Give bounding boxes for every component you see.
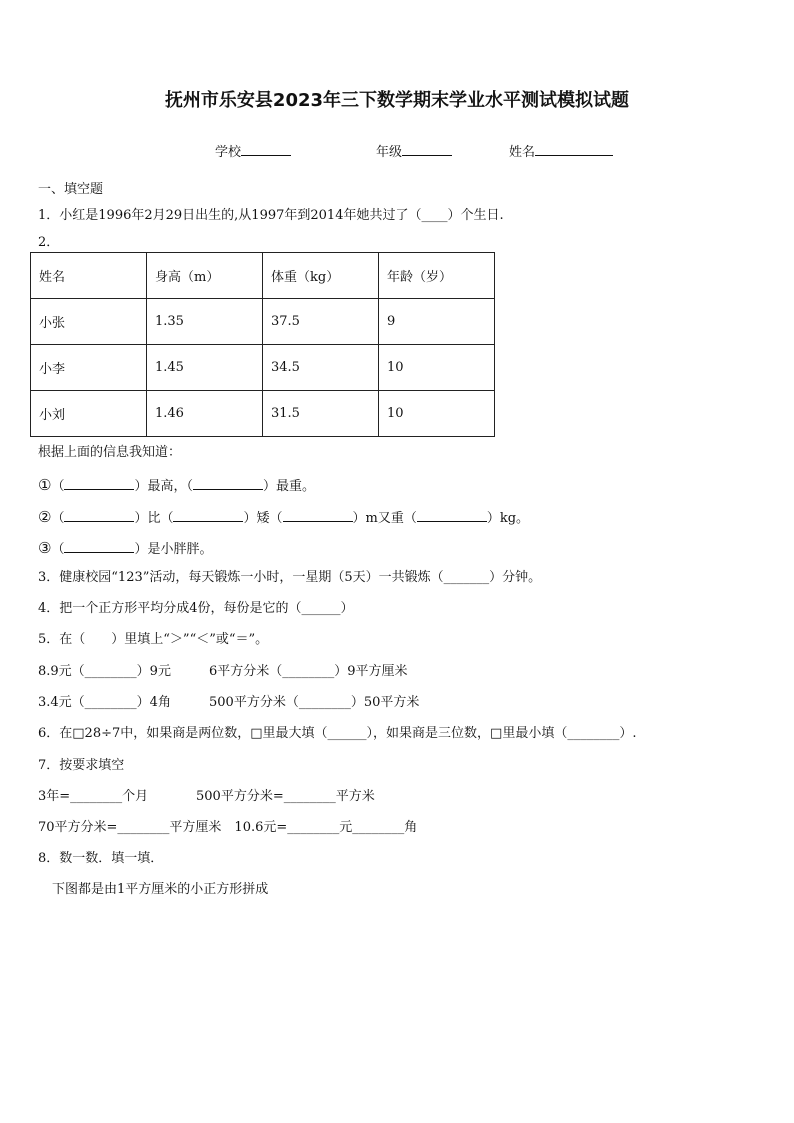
table-cell: 1.46: [147, 391, 263, 437]
question-8: 8．数一数．填一填．: [38, 851, 164, 866]
question-5-row-1b: 6平方分米（________）9平方厘米: [209, 664, 408, 679]
table-row: [31, 299, 495, 345]
table-cell: 小李: [31, 345, 147, 391]
question-2-label: 2．: [38, 235, 60, 250]
table-cell: 10: [379, 345, 495, 391]
grade-blank[interactable]: [402, 141, 452, 156]
table-header-cell: 身高（m）: [147, 253, 263, 299]
answer-blank[interactable]: [64, 538, 134, 553]
item-number: ②: [38, 508, 52, 526]
grade-field: [376, 141, 452, 160]
table-cell: 小张: [31, 299, 147, 345]
table-header-cell: 姓名: [31, 253, 147, 299]
question-2-item-1: ①（ ）最高，（ ）最重。: [38, 476, 315, 494]
grade-label: 年级: [376, 145, 403, 160]
question-5-row-2a: 3.4元（________）4角: [38, 695, 171, 710]
question-2-intro: 根据上面的信息我知道：: [38, 445, 182, 460]
question-7-row-1a: 3年=________个月: [38, 789, 149, 804]
table-row: [31, 345, 495, 391]
question-8-subtext: 下图都是由1平方厘米的小正方形拼成: [52, 882, 269, 897]
name-label: 姓名: [509, 145, 536, 160]
table-header-row: [31, 253, 495, 299]
answer-blank[interactable]: [173, 507, 243, 522]
question-2-item-2: ②（ ）比（ ）矮（ ）m又重（ ）kg。: [38, 508, 530, 526]
table-cell: 10: [379, 391, 495, 437]
question-5-row-1a: 8.9元（________）9元: [38, 664, 171, 679]
table-cell: 1.35: [147, 299, 263, 345]
question-4: 4．把一个正方形平均分成4份，每份是它的（______）: [38, 601, 354, 616]
student-table: [30, 252, 495, 437]
table-cell: 小刘: [31, 391, 147, 437]
question-5-row-2b: 500平方分米（________）50平方米: [209, 695, 420, 710]
item-number: ①: [38, 476, 52, 494]
table-cell: 37.5: [263, 299, 379, 345]
question-3: 3．健康校园“123”活动，每天锻炼一小时，一星期（5天）一共锻炼（_______）分钟。: [38, 570, 542, 585]
school-blank[interactable]: [241, 141, 291, 156]
question-7-row-2: 70平方分米=________平方厘米 10.6元=________元________角: [38, 820, 418, 835]
question-2-item-3: ③（ ）是小胖胖。: [38, 539, 213, 557]
table-row: [31, 391, 495, 437]
table-cell: 1.45: [147, 345, 263, 391]
question-5: 5．在（ ）里填上“＞”“＜”或“＝”。: [38, 632, 269, 647]
school-field: [215, 141, 291, 160]
question-6: 6．在□28÷7中，如果商是两位数，□里最大填（______），如果商是三位数，□里最小填（________）.: [38, 726, 637, 741]
table-cell: 9: [379, 299, 495, 345]
answer-blank[interactable]: [64, 507, 134, 522]
table-header-cell: 体重（kg）: [263, 253, 379, 299]
school-label: 学校: [215, 145, 242, 160]
table-cell: 31.5: [263, 391, 379, 437]
name-field: [509, 141, 613, 160]
page-title: 抚州市乐安县2023年三下数学期末学业水平测试模拟试题: [164, 90, 630, 111]
answer-blank[interactable]: [283, 507, 353, 522]
item-number: ③: [38, 539, 52, 557]
name-blank[interactable]: [535, 141, 613, 156]
answer-blank[interactable]: [193, 475, 263, 490]
question-7-row-1b: 500平方分米=________平方米: [196, 789, 375, 804]
section-heading: 一、填空题: [38, 182, 104, 197]
question-1: 1．小红是1996年2月29日出生的,从1997年到2014年她共过了（____）个生日.: [38, 208, 504, 223]
answer-blank[interactable]: [417, 507, 487, 522]
answer-blank[interactable]: [64, 475, 134, 490]
table-cell: 34.5: [263, 345, 379, 391]
question-7: 7．按要求填空: [38, 758, 125, 773]
table-header-cell: 年龄（岁）: [379, 253, 495, 299]
